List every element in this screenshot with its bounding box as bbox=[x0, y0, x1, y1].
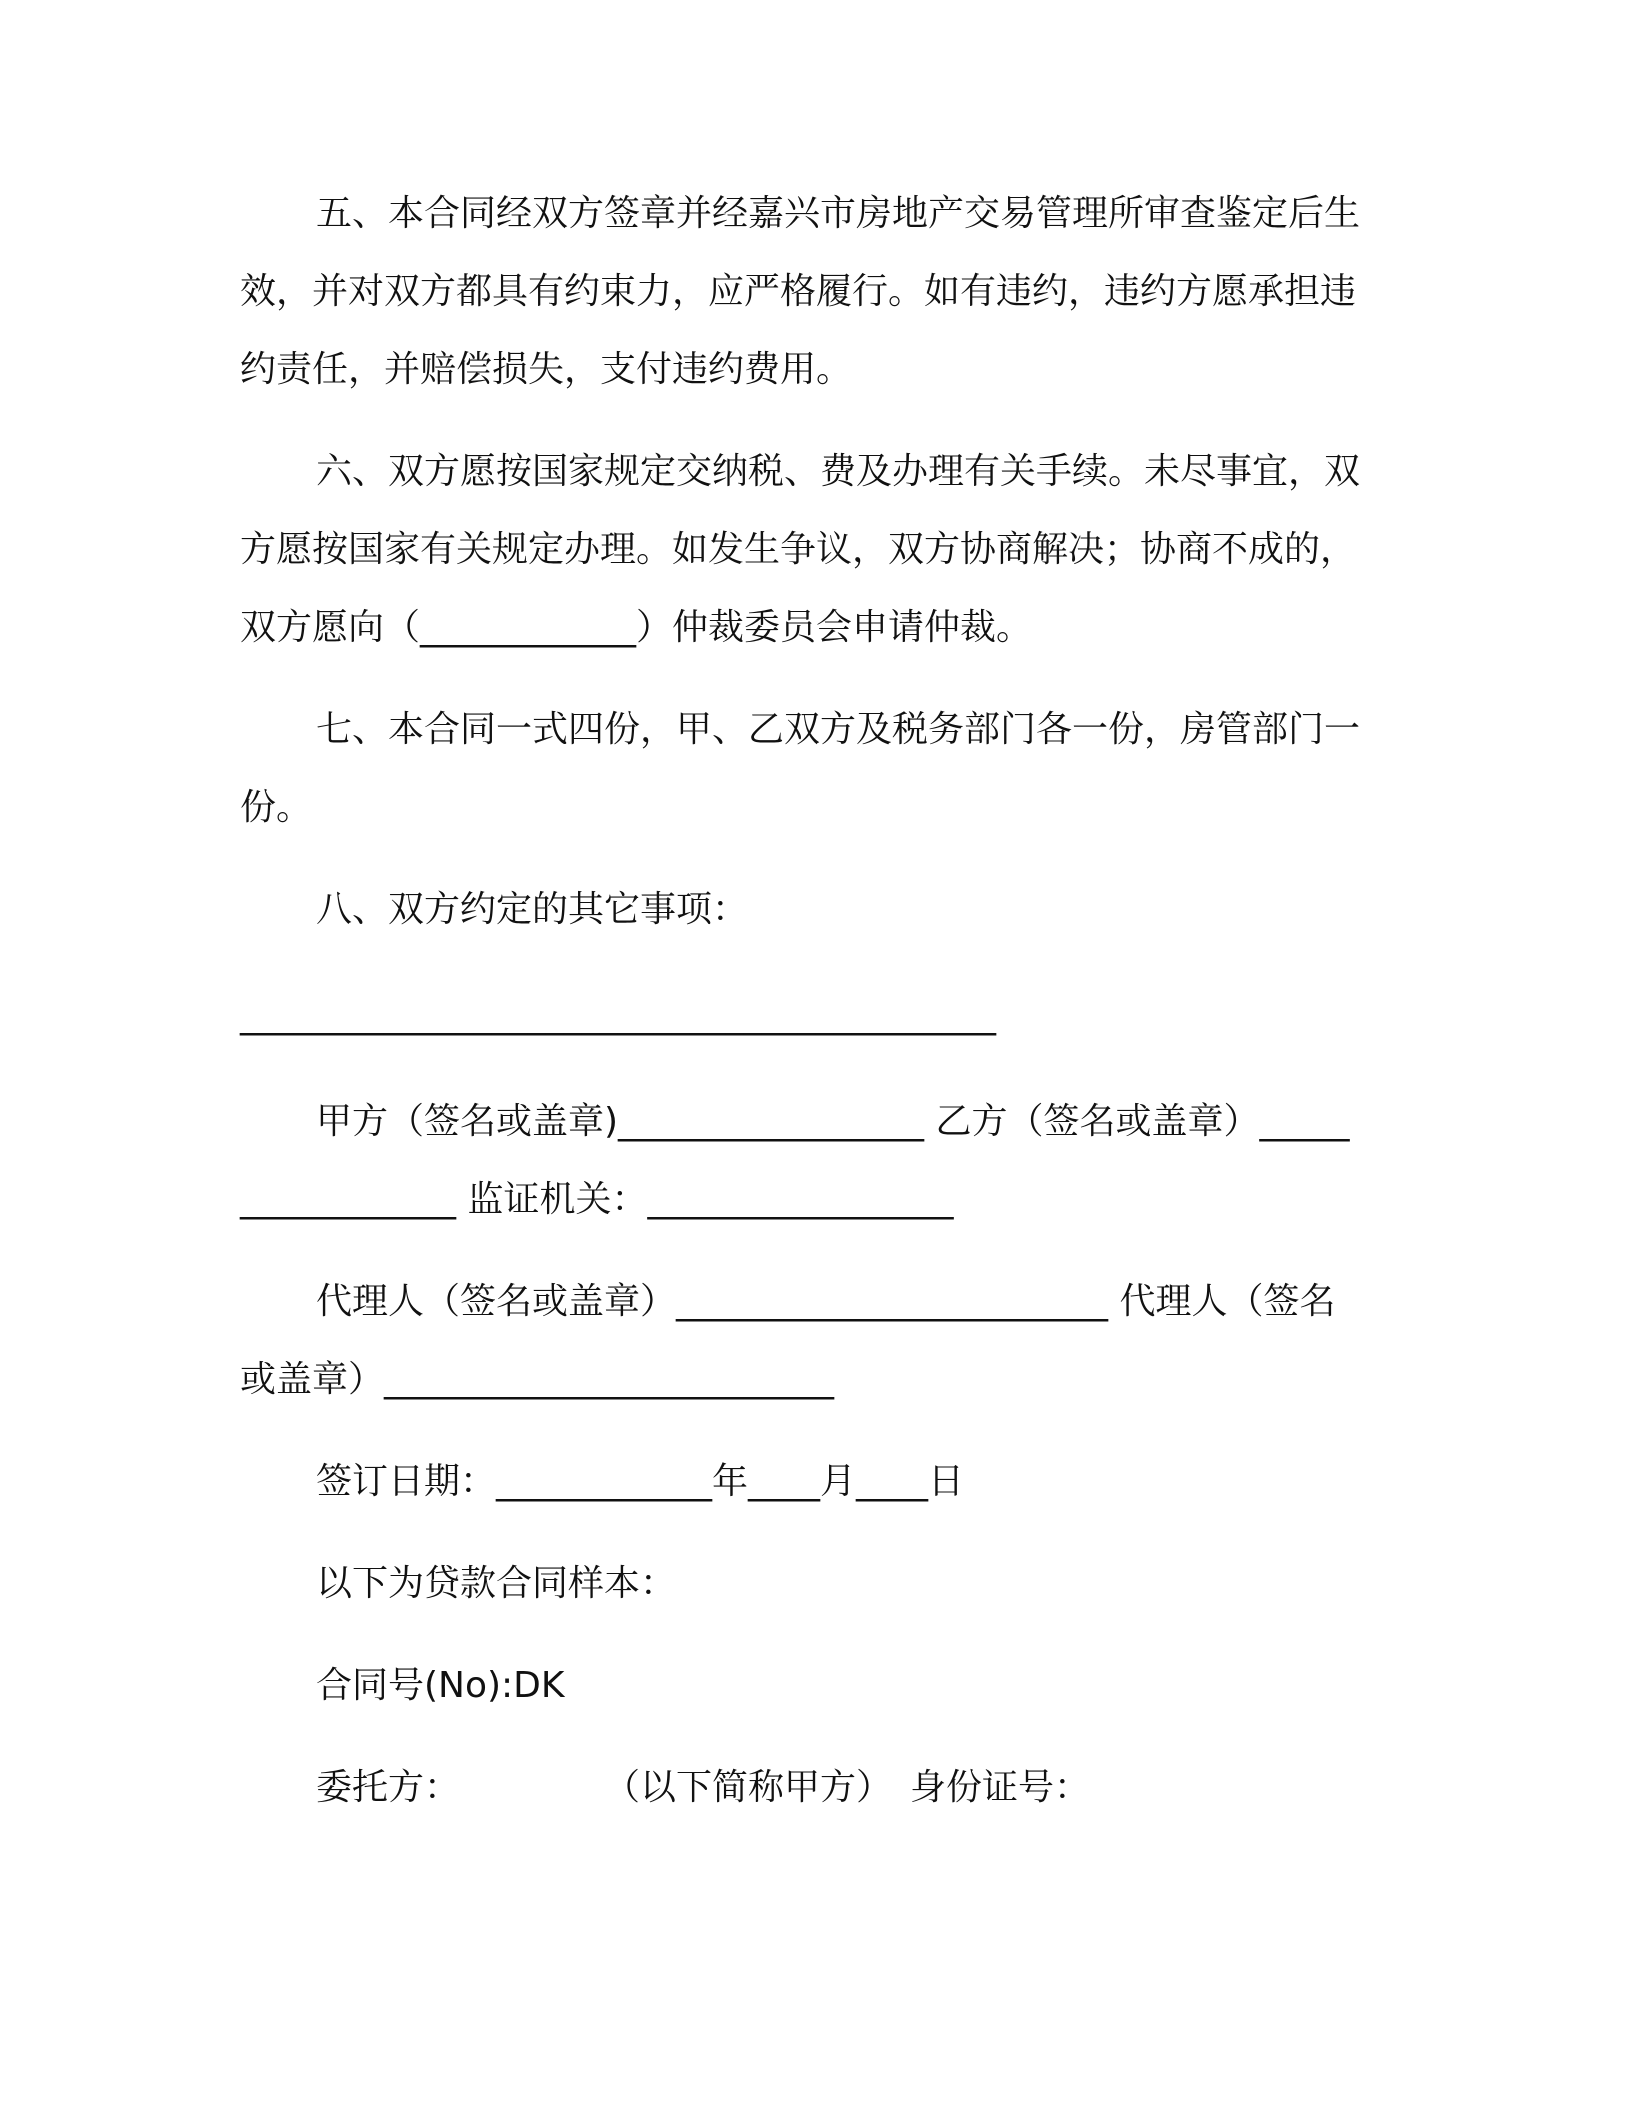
client-line: 委托方： （以下简称甲方） 身份证号： bbox=[316, 1767, 1091, 1808]
party-signatures: 甲方（签名或盖章)_________________ 乙方（签名或盖章）_________________ 监证机关：_________________ bbox=[240, 1101, 1350, 1220]
clause-eight: 八、双方约定的其它事项： bbox=[316, 889, 749, 930]
other-matters-blank-line: __________________________________________ bbox=[240, 995, 996, 1036]
clause-seven: 七、本合同一式四份，甲、乙双方及税务部门各一份，房管部门一份。 bbox=[240, 709, 1361, 828]
agent-signatures: 代理人（签名或盖章）________________________ 代理人（签名或盖章）_________________________ bbox=[240, 1281, 1336, 1400]
contract-number: 合同号(No):DK bbox=[316, 1665, 565, 1706]
signing-date: 签订日期：____________年____月____日 bbox=[316, 1461, 965, 1502]
clause-six: 六、双方愿按国家规定交纳税、费及办理有关手续。未尽事宜，双方愿按国家有关规定办理。如发生争议，双方协商解决；协商不成的，双方愿向（____________）仲裁委员会申请仲裁。 bbox=[240, 451, 1361, 648]
clause-five: 五、本合同经双方签章并经嘉兴市房地产交易管理所审查鉴定后生效，并对双方都具有约束力，应严格履行。如有违约，违约方愿承担违约责任，并赔偿损失，支付违约费用。 bbox=[240, 193, 1361, 390]
document-body bbox=[240, 175, 1360, 1827]
loan-contract-intro: 以下为贷款合同样本： bbox=[316, 1563, 677, 1604]
